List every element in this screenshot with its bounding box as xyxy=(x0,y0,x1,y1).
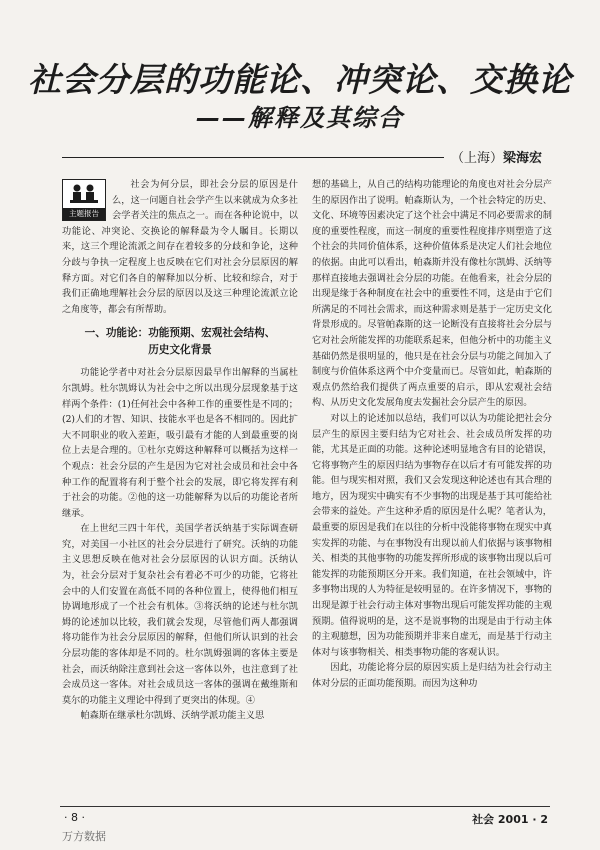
topic-badge xyxy=(62,179,106,221)
footer-rule xyxy=(60,806,550,807)
byline-rule xyxy=(62,157,444,158)
people-icon xyxy=(69,183,99,207)
left-column xyxy=(62,177,298,724)
author-name: 梁海宏 xyxy=(502,151,542,166)
section-heading xyxy=(62,325,298,359)
badge-label: 主题报告 xyxy=(63,208,105,220)
intro-paragraph: 社会为何分层，即社会分层的原因是什么，这一问题自社会学产生以来就成为众多社会学者关注的焦点之一。而在各种论说中，以功能论、冲突论、交换论的解释最为令人瞩目。长期以来，这三个理论流派之间存在着较多的分歧和争论，这种分歧与争执一定程度上也反映在它们对社会分层原因的解释方面。对它们各自的解释加以分析、比较和综合，对于我们正确地理解社会分层的原因以及这三种理论流派立论之角度等，都会有所帮助。 xyxy=(62,179,298,315)
journal-issue: 社会 2001 · 2 xyxy=(472,813,548,826)
article-title: 社会分层的功能论、冲突论、交换论 xyxy=(28,60,572,99)
byline xyxy=(451,147,542,166)
article-subtitle: ——解释及其综合 xyxy=(196,104,404,132)
paragraph: 因此，功能论将分层的原因实质上是归结为社会行动主体对分层的正面功能预期。而因为这种功 xyxy=(312,662,552,689)
paragraph: 在上世纪三四十年代，美国学者沃纳基于实际调查研究，对美国一小社区的社会分层进行了研究。沃纳的功能主义思想反映在他对社会分层原因的认识方面。沃纳认为，社会分层对于复杂社会有着必不可少的功能，它将社会中的人们安置在高低不同的各种位置上，使得他们相互协调地形成了一个社会有机体。③将沃纳的论述与杜尔凯姆的论述加以比较，我们就会发现，尽管他们两人都强调将功能作为社会分层原因的解释，但他们所认识到的社会分层功能的客体却是不同的。杜尔凯姆强调的客体主要是社会，而沃纳除注意到社会这一客体以外，也注意到了社会成员这一客体。对社会成员这一客体的强调在戴维斯和莫尔的功能主义理论中得到了更突出的体现。④ xyxy=(62,523,298,706)
watermark: 万方数据 xyxy=(62,830,106,843)
page-number: · 8 · xyxy=(64,811,85,824)
author-location: （上海） xyxy=(450,151,503,166)
right-column xyxy=(312,177,552,692)
section-heading-line-2: 历史文化背景 xyxy=(148,344,212,357)
paragraph: 对以上的论述加以总结，我们可以认为功能论把社会分层产生的原因主要归结为它对社会、社会成员所发挥的功能，尤其是正面的功能。这种论述明显地含有目的论错误，它将事物产生的原因归结为事物存在以后才有可能发挥的功能。但与现实相对照，我们又会发现这种论述也有其合理的地方，因为现实中确实有不少事物的出现是基于其可能给社会带来的益处。产生这种矛盾的原因是什么呢？笔者认为，最重要的原因是我们在以往的分析中没能将事物在现实中真实发挥的功能、与在事物没有出现以前人们依据与该事物相关、相类的其他事物的功能发挥所形成的该事物出现以后可能发挥的功能预期区分开来。我们知道，在社会领域中，许多事物出现的人为特征是较明显的。在许多情况下，事物的出现是源于社会行动主体对事物出现后可能发挥功能的主观预期。值得说明的是，这不是说事物的出现是由于行动主体的主观臆想，因为功能预期并非来自虚无，而是基于行动主体对与该事物相关、相类事物功能的客观认识。 xyxy=(312,412,552,658)
paragraph: 帕森斯在继承杜尔凯姆、沃纳学派功能主义思 xyxy=(80,710,265,722)
paragraph: 想的基础上，从自己的结构功能理论的角度也对社会分层产生的原因作出了说明。帕森斯认为，一个社会特定的历史、文化、环境等因素决定了这个社会中满足不同必要需求的制度的重要性程度，而这一制度的重要性程度排序则塑造了这个社会的共同价值体系，这种价值体系是决定人们社会地位的依据。由此可以看出，帕森斯并没有像杜尔凯姆、沃纳等那样直接地去强调社会分层的功能。在他看来，社会分层的出现是缘于各种制度在社会中的重要性不同，这是由于它们所满足的不同社会需求，而这种需求则是基于一定历史文化背景形成的。尽管帕森斯的这一论断没有直接将社会分层与它对社会所能发挥的功能联系起来，但他分析中的功能主义基础仍然是很明显的，他只是在社会分层与功能之间加入了制度与价值体系这两个中介变量而已。尽管如此，帕森斯的观点仍然给我们提供了两点重要的启示，即从宏观社会结构、从历史文化发展角度去发掘社会分层产生的原因。 xyxy=(312,179,552,409)
section-heading-line-1: 一、功能论：功能预期、宏观社会结构、 xyxy=(84,327,276,340)
paragraph: 功能论学者中对社会分层原因最早作出解释的当属杜尔凯姆。杜尔凯姆认为社会中之所以出现分层现象基于这样两个条件：(1)任何社会中各种工作的重要性是不同的；(2)人们的才智、知识、技能水平也是各不相同的。因此扩大不同职业的收入差距，吸引最有才能的人到最重要的岗位上去是合理的。①杜尔克姆这种解释可以概括为这样一个观点：社会分层的产生是因为它对社会成员和社会中各种工作的配置将有利于整个社会的发展，即它将发挥有利于社会的功能。②他的这一功能解释为以后的功能论者所继承。 xyxy=(62,367,298,519)
